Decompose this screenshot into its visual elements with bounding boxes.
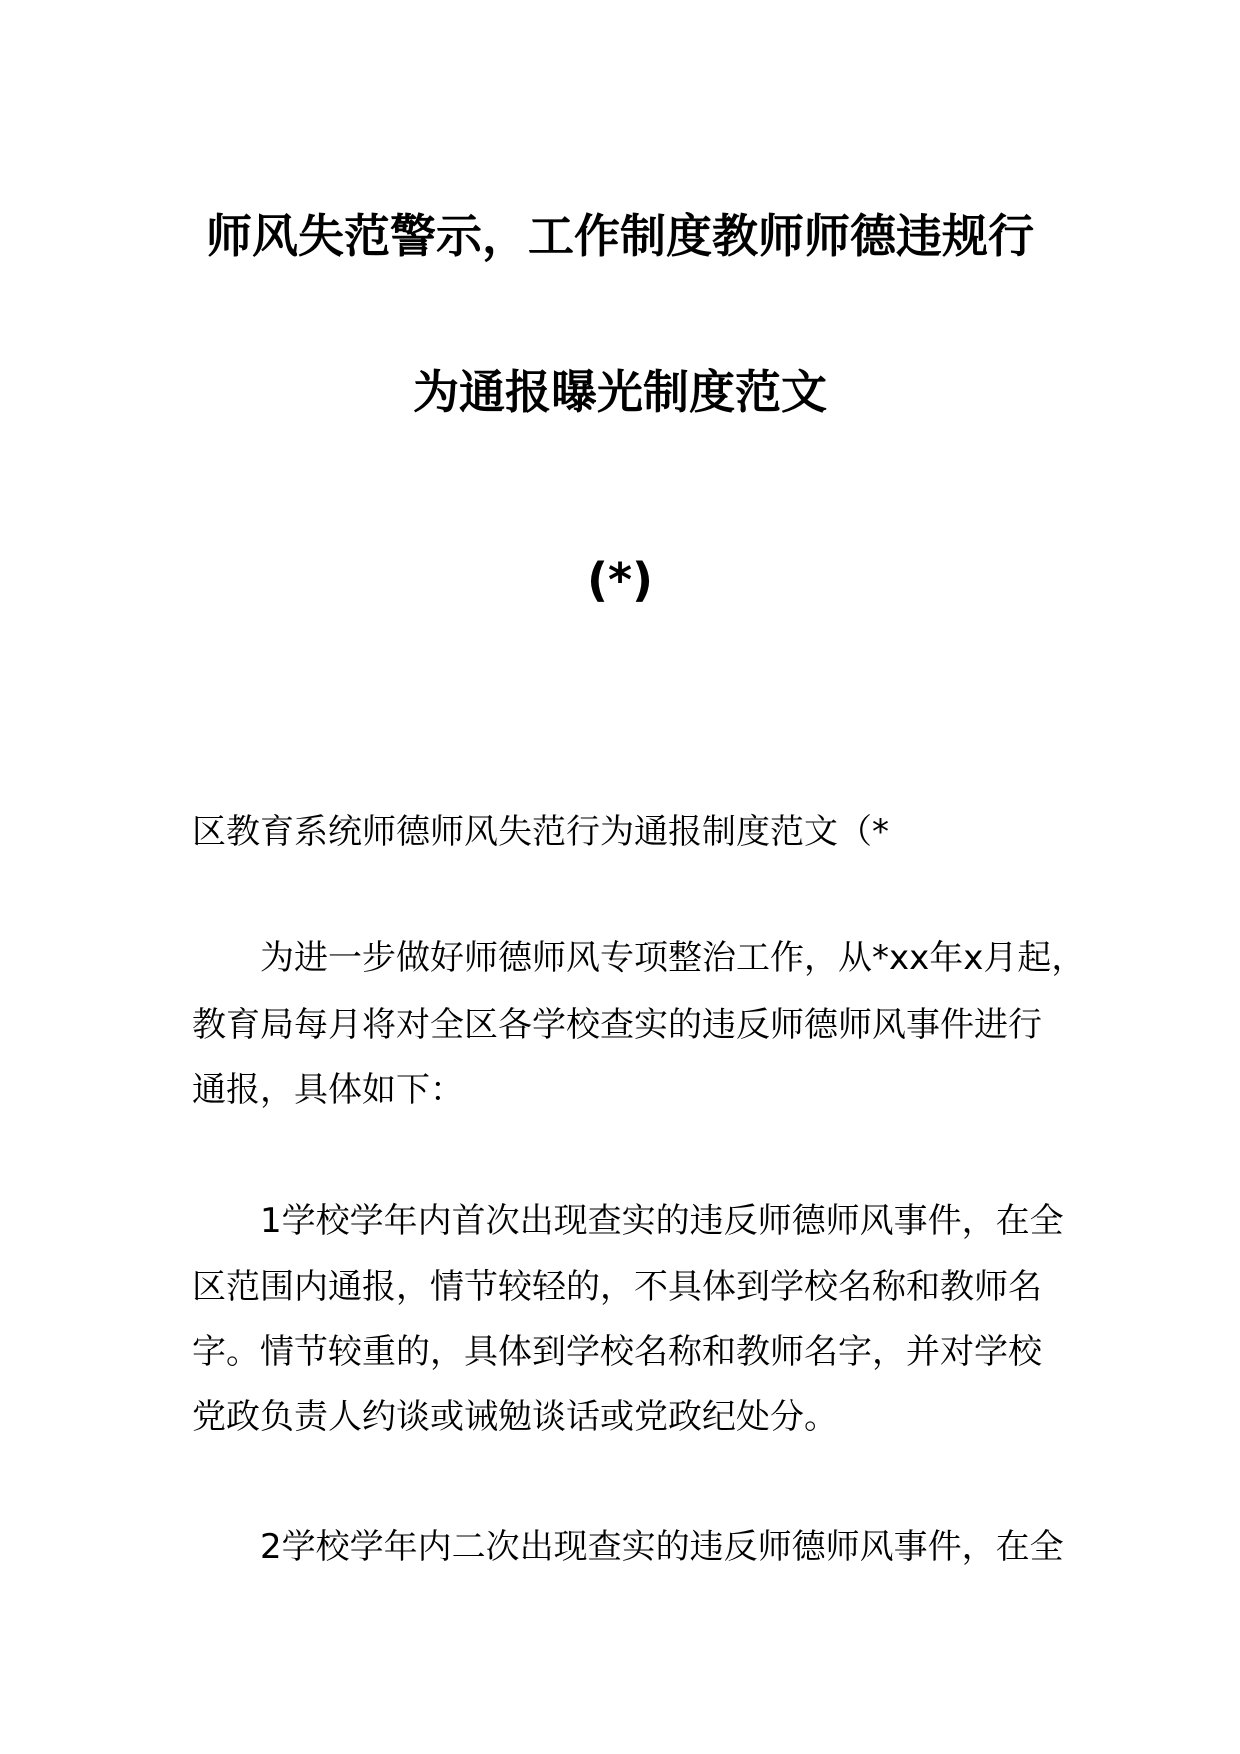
paragraph-line: 字。情节较重的，具体到学校名称和教师名字，并对学校 xyxy=(192,1332,1042,1372)
paragraph-line: 为进一步做好师德师风专项整治工作，从*xx年x月起， xyxy=(260,938,1086,978)
paragraph-line: 教育局每月将对全区各学校查实的违反师德师风事件进行 xyxy=(192,1005,1042,1045)
document-subtitle: (*) xyxy=(586,553,654,607)
document-title-line-1: 师风失范警示，工作制度教师师德违规行 xyxy=(206,209,1034,263)
section-heading: 区教育系统师德师风失范行为通报制度范文（* xyxy=(192,812,889,852)
paragraph-line: 1学校学年内首次出现查实的违反师德师风事件，在全 xyxy=(260,1201,1064,1241)
paragraph-line: 党政负责人约谈或诫勉谈话或党政纪处分。 xyxy=(192,1397,838,1437)
document-title-line-2: 为通报曝光制度范文 xyxy=(413,365,827,419)
paragraph-line: 2学校学年内二次出现查实的违反师德师风事件，在全 xyxy=(260,1527,1064,1567)
paragraph-line: 区范围内通报，情节较轻的，不具体到学校名称和教师名 xyxy=(192,1267,1042,1307)
paragraph-line: 通报，具体如下： xyxy=(192,1070,464,1110)
